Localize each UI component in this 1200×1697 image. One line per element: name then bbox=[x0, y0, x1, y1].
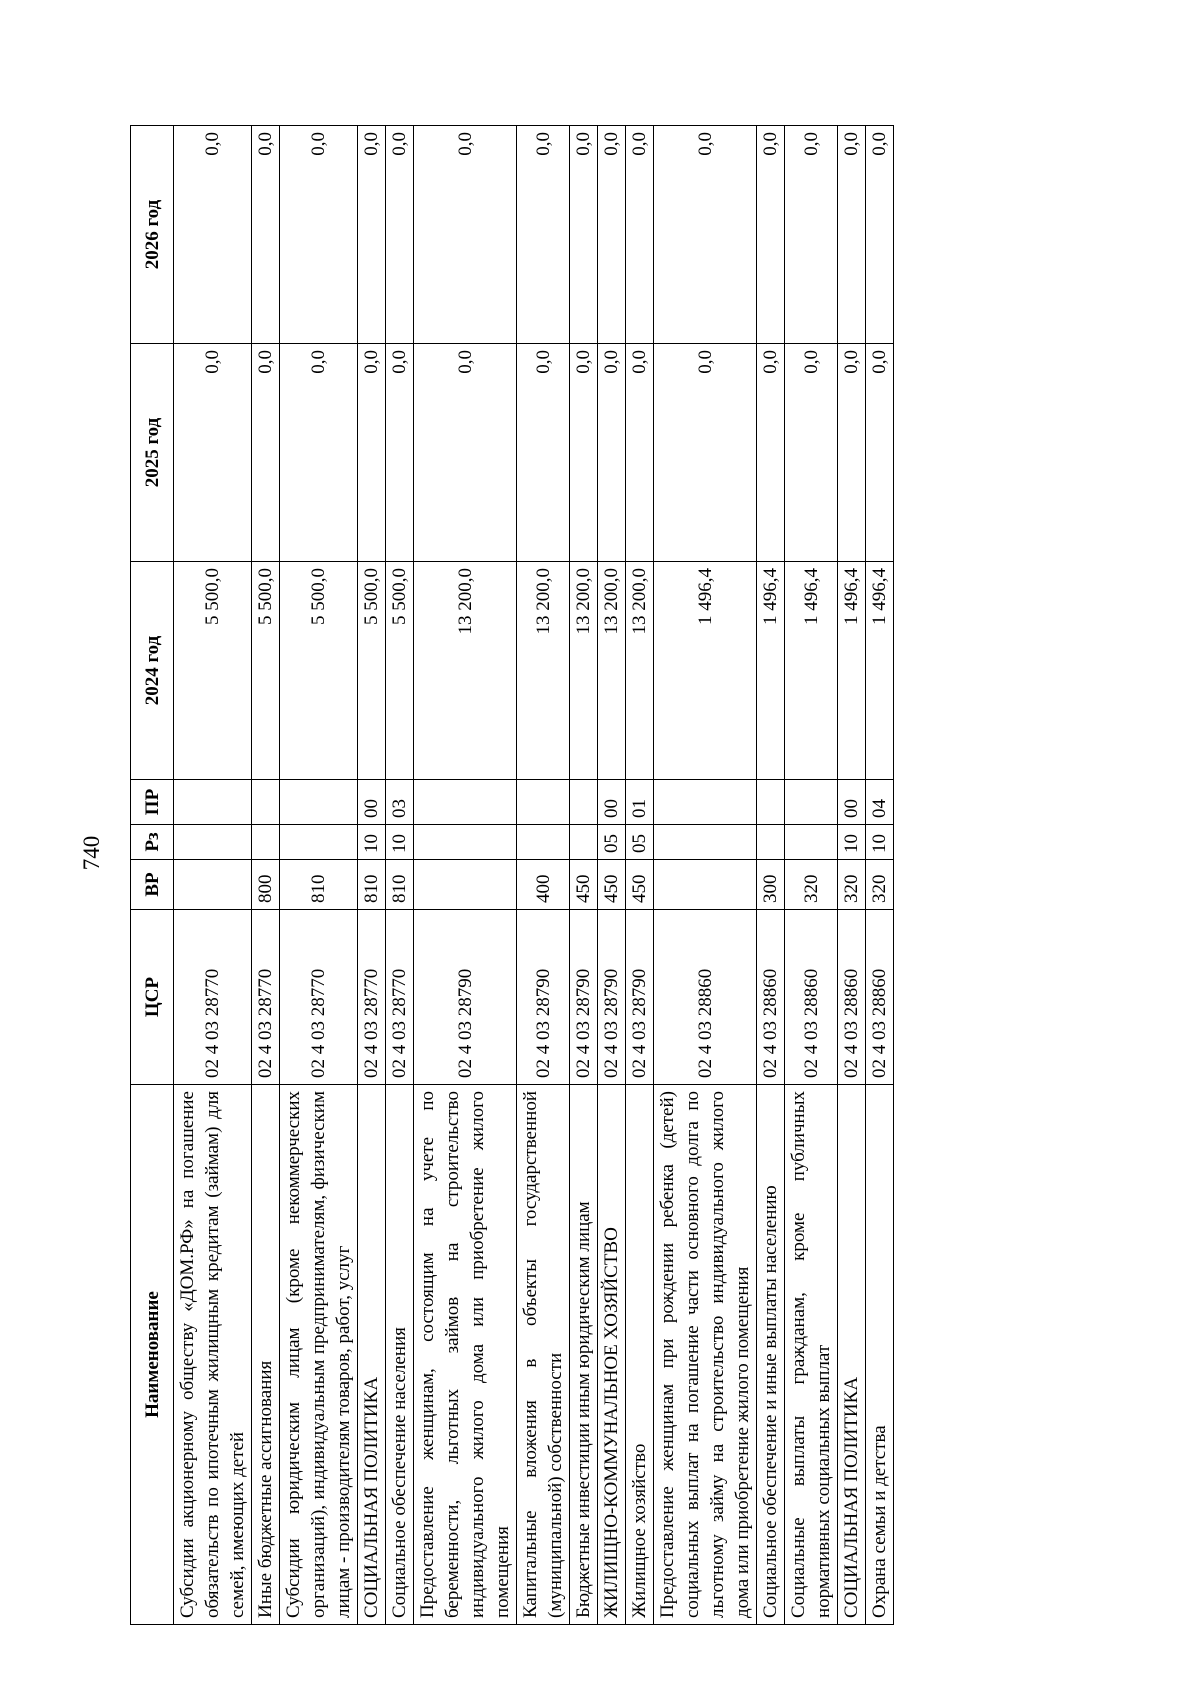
cell-name: Предоставление женщинам, состоящим на учете по беременности, льготных займов на строительство индивидуального жилого дома или приобретение жилого помещения bbox=[414, 1085, 517, 1625]
cell-2025: 0,0 bbox=[785, 344, 838, 562]
cell-pr: 03 bbox=[386, 780, 414, 825]
table-row bbox=[252, 126, 280, 1625]
cell-2026: 0,0 bbox=[654, 126, 757, 344]
cell-2026: 0,0 bbox=[785, 126, 838, 344]
cell-pr bbox=[654, 780, 757, 825]
cell-pr bbox=[570, 780, 598, 825]
cell-2024: 1 496,4 bbox=[866, 562, 894, 780]
cell-2026: 0,0 bbox=[598, 126, 626, 344]
table-row bbox=[280, 126, 358, 1625]
cell-2026: 0,0 bbox=[570, 126, 598, 344]
budget-table bbox=[130, 125, 894, 1625]
cell-rz bbox=[654, 825, 757, 860]
cell-rz: 10 bbox=[838, 825, 866, 860]
cell-csr: 02 4 03 28790 bbox=[517, 910, 570, 1085]
cell-rz bbox=[570, 825, 598, 860]
cell-name: ЖИЛИЩНО-КОММУНАЛЬНОЕ ХОЗЯЙСТВО bbox=[598, 1085, 626, 1625]
table-row bbox=[866, 126, 894, 1625]
cell-2025: 0,0 bbox=[174, 344, 252, 562]
header-2025: 2025 год bbox=[131, 344, 174, 562]
cell-pr bbox=[785, 780, 838, 825]
cell-csr: 02 4 03 28790 bbox=[570, 910, 598, 1085]
cell-pr bbox=[252, 780, 280, 825]
cell-2025: 0,0 bbox=[598, 344, 626, 562]
cell-vr: 450 bbox=[598, 860, 626, 910]
table-row bbox=[838, 126, 866, 1625]
cell-vr: 450 bbox=[570, 860, 598, 910]
cell-2025: 0,0 bbox=[654, 344, 757, 562]
cell-rz: 10 bbox=[358, 825, 386, 860]
cell-2025: 0,0 bbox=[414, 344, 517, 562]
cell-vr: 300 bbox=[757, 860, 785, 910]
cell-2025: 0,0 bbox=[517, 344, 570, 562]
cell-2026: 0,0 bbox=[757, 126, 785, 344]
cell-csr: 02 4 03 28770 bbox=[174, 910, 252, 1085]
cell-2026: 0,0 bbox=[280, 126, 358, 344]
header-csr: ЦСР bbox=[131, 910, 174, 1085]
cell-2025: 0,0 bbox=[358, 344, 386, 562]
cell-2026: 0,0 bbox=[838, 126, 866, 344]
cell-vr: 320 bbox=[838, 860, 866, 910]
table-row bbox=[785, 126, 838, 1625]
header-rz: Рз bbox=[131, 825, 174, 860]
cell-rz bbox=[757, 825, 785, 860]
cell-2024: 13 200,0 bbox=[626, 562, 654, 780]
cell-2025: 0,0 bbox=[252, 344, 280, 562]
table-row bbox=[598, 126, 626, 1625]
cell-vr: 320 bbox=[785, 860, 838, 910]
cell-name: СОЦИАЛЬНАЯ ПОЛИТИКА bbox=[838, 1085, 866, 1625]
cell-2024: 13 200,0 bbox=[598, 562, 626, 780]
cell-2026: 0,0 bbox=[358, 126, 386, 344]
cell-2024: 5 500,0 bbox=[280, 562, 358, 780]
cell-rz: 10 bbox=[866, 825, 894, 860]
cell-vr: 810 bbox=[386, 860, 414, 910]
cell-vr: 800 bbox=[252, 860, 280, 910]
cell-name: Субсидии акционерному обществу «ДОМ.РФ» на погашение обязательств по ипотечным жилищным кредитам (займам) для семей, имеющих детей bbox=[174, 1085, 252, 1625]
cell-2026: 0,0 bbox=[252, 126, 280, 344]
cell-vr bbox=[174, 860, 252, 910]
cell-2024: 5 500,0 bbox=[358, 562, 386, 780]
table-row bbox=[757, 126, 785, 1625]
cell-csr: 02 4 03 28860 bbox=[785, 910, 838, 1085]
cell-2026: 0,0 bbox=[414, 126, 517, 344]
rotated-table-container bbox=[130, 126, 989, 1625]
table-row bbox=[358, 126, 386, 1625]
header-name: Наименование bbox=[131, 1085, 174, 1625]
cell-name: Социальные выплаты гражданам, кроме публичных нормативных социальных выплат bbox=[785, 1085, 838, 1625]
cell-vr bbox=[654, 860, 757, 910]
cell-name: Предоставление женщинам при рождении ребенка (детей) социальных выплат на погашение части основного долга по льготному займу на строительство индивидуального жилого дома или приобретение жилого помещения bbox=[654, 1085, 757, 1625]
cell-2024: 1 496,4 bbox=[654, 562, 757, 780]
cell-name: Социальное обеспечение и иные выплаты населению bbox=[757, 1085, 785, 1625]
cell-2024: 1 496,4 bbox=[757, 562, 785, 780]
cell-csr: 02 4 03 28790 bbox=[414, 910, 517, 1085]
cell-2024: 1 496,4 bbox=[838, 562, 866, 780]
cell-rz bbox=[280, 825, 358, 860]
header-2024: 2024 год bbox=[131, 562, 174, 780]
cell-csr: 02 4 03 28860 bbox=[654, 910, 757, 1085]
cell-2025: 0,0 bbox=[757, 344, 785, 562]
cell-pr: 04 bbox=[866, 780, 894, 825]
cell-2024: 5 500,0 bbox=[386, 562, 414, 780]
cell-2024: 5 500,0 bbox=[174, 562, 252, 780]
page-number: 740 bbox=[79, 835, 104, 871]
table-row bbox=[517, 126, 570, 1625]
cell-vr: 450 bbox=[626, 860, 654, 910]
cell-rz bbox=[174, 825, 252, 860]
cell-rz bbox=[785, 825, 838, 860]
cell-csr: 02 4 03 28790 bbox=[626, 910, 654, 1085]
cell-csr: 02 4 03 28860 bbox=[838, 910, 866, 1085]
cell-pr: 00 bbox=[598, 780, 626, 825]
cell-pr: 01 bbox=[626, 780, 654, 825]
cell-rz: 10 bbox=[386, 825, 414, 860]
cell-rz bbox=[517, 825, 570, 860]
cell-vr: 400 bbox=[517, 860, 570, 910]
cell-pr: 00 bbox=[358, 780, 386, 825]
cell-csr: 02 4 03 28770 bbox=[280, 910, 358, 1085]
cell-csr: 02 4 03 28770 bbox=[386, 910, 414, 1085]
cell-2025: 0,0 bbox=[280, 344, 358, 562]
cell-pr bbox=[414, 780, 517, 825]
cell-name: СОЦИАЛЬНАЯ ПОЛИТИКА bbox=[358, 1085, 386, 1625]
cell-vr: 810 bbox=[280, 860, 358, 910]
header-2026: 2026 год bbox=[131, 126, 174, 344]
cell-2024: 13 200,0 bbox=[570, 562, 598, 780]
cell-pr bbox=[280, 780, 358, 825]
cell-2025: 0,0 bbox=[866, 344, 894, 562]
cell-2025: 0,0 bbox=[386, 344, 414, 562]
cell-csr: 02 4 03 28770 bbox=[358, 910, 386, 1085]
cell-2025: 0,0 bbox=[838, 344, 866, 562]
cell-2026: 0,0 bbox=[386, 126, 414, 344]
cell-2024: 13 200,0 bbox=[517, 562, 570, 780]
cell-2026: 0,0 bbox=[866, 126, 894, 344]
cell-pr bbox=[517, 780, 570, 825]
cell-name: Социальное обеспечение населения bbox=[386, 1085, 414, 1625]
table-header-row bbox=[131, 126, 174, 1625]
cell-name: Жилищное хозяйство bbox=[626, 1085, 654, 1625]
cell-vr: 320 bbox=[866, 860, 894, 910]
table-row bbox=[174, 126, 252, 1625]
table-row bbox=[570, 126, 598, 1625]
cell-rz bbox=[252, 825, 280, 860]
cell-pr bbox=[757, 780, 785, 825]
header-pr: ПР bbox=[131, 780, 174, 825]
cell-csr: 02 4 03 28860 bbox=[757, 910, 785, 1085]
cell-csr: 02 4 03 28790 bbox=[598, 910, 626, 1085]
table-row bbox=[414, 126, 517, 1625]
cell-name: Субсидии юридическим лицам (кроме некоммерческих организаций), индивидуальным предпринимателям, физическим лицам - производителям товаров, работ, услуг bbox=[280, 1085, 358, 1625]
cell-2024: 5 500,0 bbox=[252, 562, 280, 780]
cell-name: Иные бюджетные ассигнования bbox=[252, 1085, 280, 1625]
cell-2025: 0,0 bbox=[626, 344, 654, 562]
table-row bbox=[386, 126, 414, 1625]
cell-name: Капитальные вложения в объекты государственной (муниципальной) собственности bbox=[517, 1085, 570, 1625]
cell-rz: 05 bbox=[626, 825, 654, 860]
cell-2025: 0,0 bbox=[570, 344, 598, 562]
cell-rz bbox=[414, 825, 517, 860]
cell-2026: 0,0 bbox=[626, 126, 654, 344]
cell-2024: 1 496,4 bbox=[785, 562, 838, 780]
cell-vr: 810 bbox=[358, 860, 386, 910]
cell-csr: 02 4 03 28770 bbox=[252, 910, 280, 1085]
cell-2026: 0,0 bbox=[174, 126, 252, 344]
cell-name: Бюджетные инвестиции иным юридическим лицам bbox=[570, 1085, 598, 1625]
header-vr: ВР bbox=[131, 860, 174, 910]
table-row bbox=[654, 126, 757, 1625]
cell-name: Охрана семьи и детства bbox=[866, 1085, 894, 1625]
cell-rz: 05 bbox=[598, 825, 626, 860]
cell-vr bbox=[414, 860, 517, 910]
cell-pr bbox=[174, 780, 252, 825]
cell-pr: 00 bbox=[838, 780, 866, 825]
cell-2026: 0,0 bbox=[517, 126, 570, 344]
table-row bbox=[626, 126, 654, 1625]
cell-2024: 13 200,0 bbox=[414, 562, 517, 780]
cell-csr: 02 4 03 28860 bbox=[866, 910, 894, 1085]
